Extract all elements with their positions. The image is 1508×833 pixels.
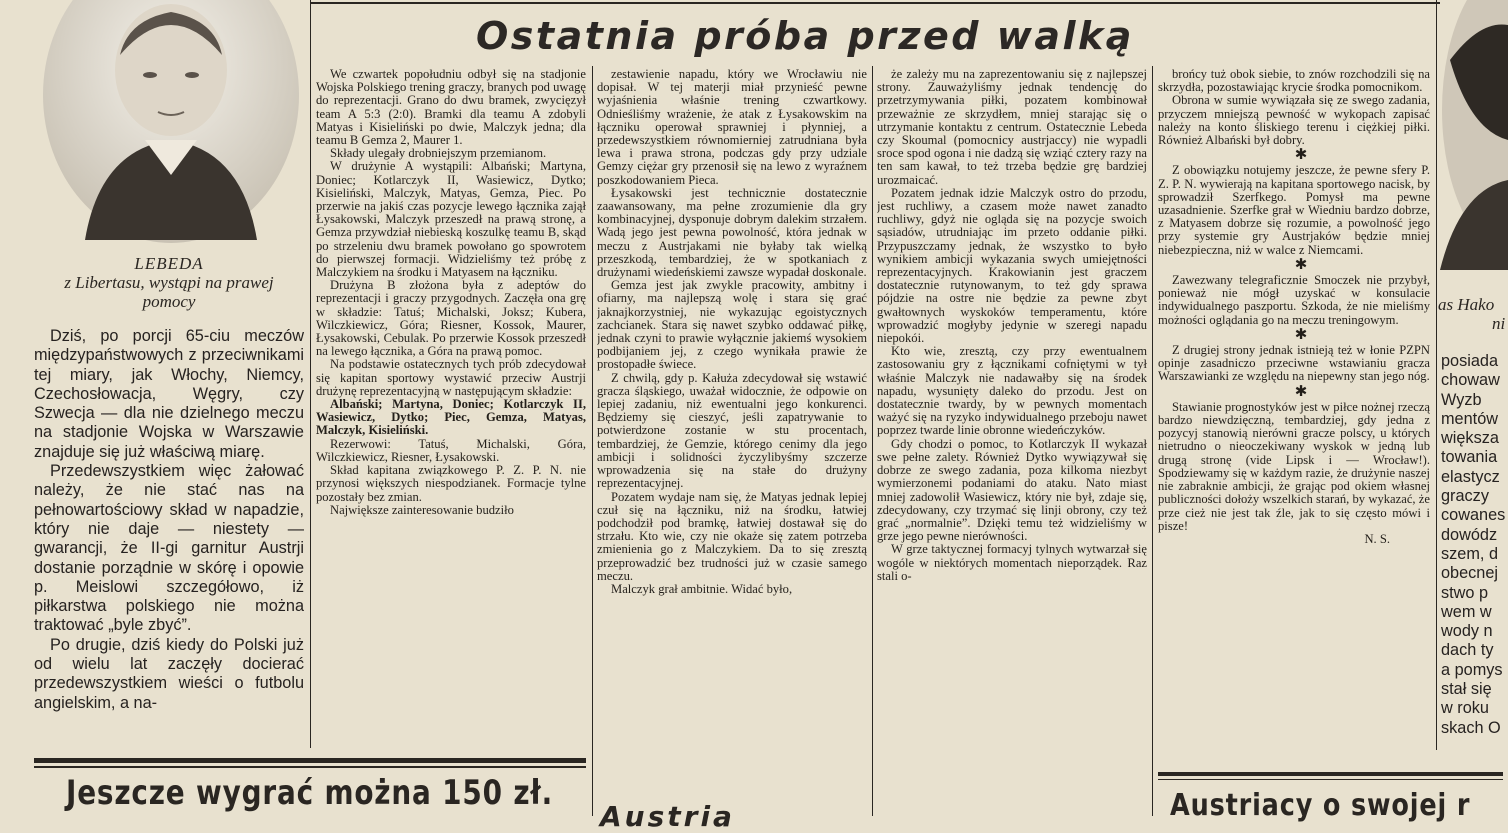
article-paragraph: że zależy mu na zaprezentowaniu się z najlepszej strony. Zauważyliśmy jednak tendencję do przetrzymywania piłki, pozatem kombinował przeważnie ze skrzydłem, mniej starając się o utrzymanie kontaktu z centrum. Ostatecznie Lebeda czy Skoumal (pomocnicy austrjaccy) nie wypadli sroce spod ogona i nie dadzą się wziąć cztery razy na ten sam kawał, to też trzeba będzie grę bardziej urozmaicać.	[877, 68, 1147, 187]
edge-line: w roku	[1441, 699, 1489, 718]
section-star: ✱	[1294, 383, 1308, 400]
article-paragraph: Stawianie prognostyków jest w piłce nożnej rzeczą bardzo niewdzięczną, tembardziej, gdy jedna z pozycyj stanowią nierówni gracze polscy, u których nietrudno o nieoczekiwany wyskok w jedną lub drugą stronę (vide Lipsk i — Wrocław!). Spodziewamy się w każdym razie, że drużynie naszej nie zabraknie ambicji, że grając pod okiem własnej publiczności dołoży wszelkich starań, by wykazać, że prze cież nie jest tak źle, jak to się często mówi i pisze!	[1158, 399, 1430, 533]
article-paragraph: Z obowiązku notujemy jeszcze, że pewne sfery P. Z. P. N. wywierają na kapitana sportowego nacisk, by sprowadził Szerfkego. Pomysł ma pewne uzasadnienie. Szerfke grał w Wiedniu bardzo dobrze, z Matyasem dobrze się rozumie, a powolność jego przy systemie gry Austrjaków będzie mniej niebezpieczna, niż w walce z Niemcami.	[1158, 163, 1430, 257]
player-photo-left	[40, 0, 302, 245]
edge-line: dowódz	[1441, 525, 1498, 544]
edge-line: dach ty	[1441, 641, 1494, 660]
article-paragraph: Kto wie, zresztą, czy przy ewentualnem zastosowaniu gry z łącznikami cofniętymi w tył właśnie Malczyk nie nadawałby się na środek napadu, wysunięty daleko do przodu. Jest on dostatecznie twardy, by w pewnych momentach ważyć się na ryzyko indywidualnego przeboju nawet poprzez twarde linie obronne wiedeńczyków.	[877, 344, 1147, 438]
edge-line: szem, d	[1441, 544, 1499, 563]
edge-line: skach O	[1441, 718, 1501, 737]
article-paragraph: Na podstawie ostatecznych tych prób zdecydował się kapitan sportowy wystawić przeciw Austrji drużynę reprezentacyjną w następującym składzie:	[316, 357, 586, 398]
edge-line: Wyzb	[1441, 390, 1482, 409]
article-paragraph: Z chwilą, gdy p. Kałuża zdecydował się wstawić gracza śląskiego, uważał widocznie, że odpowie on lepiej zadaniu, niż ewentualni jego konkurenci. Będziemy się cieszyć, jeśli zapatrywanie to potwierdzone zostanie w stu procentach, tembardziej, że Gemzie, którego cenimy dla jego ambicji i solidności życzylibyśmy szczerze wprowadzenia się na stałe do drużyny reprezentacyjnej.	[597, 370, 867, 491]
article-column-4	[1158, 68, 1430, 768]
article-column-3	[877, 68, 1147, 790]
edge-line: wody n	[1441, 622, 1493, 641]
right-photo-caption: as Hako	[1438, 295, 1495, 314]
article-paragraph: We czwartek popołudniu odbył się na stadjonie Wojska Polskiego trening graczy, branych pod uwagę do reprezentacji. Grano do dwu bramek, zwycięzył team A 5:3 (2:0). Bramki dla teamu A zdobyli Matyas i Kisieliński po dwie, Malczyk jedna; dla teamu B Gemza 2, Maurer 1.	[316, 68, 586, 148]
edge-line: wem w	[1441, 602, 1492, 621]
bottom-headline-left: Jeszcze wygrać można 150 zł.	[66, 773, 553, 813]
article-paragraph: W drużynie A wystąpili: Albański; Martyna, Doniec; Kotlarczyk II, Wasiewicz, Dytko; Kisieliński, Malczyk, Matyas, Gemza, Piec. Po przerwie na jakiś czas pozycje lewego łącznika zajął Łysakowski, Malczyk przeszedł na prawą stronę, a Gemza przywdział niebieską koszulkę teamu B, skąd po strzeleniu dwu bramek powołano go spowrotem do pierwszej formacji. Widzieliśmy też próbę z Malczykiem na środku i Matyasem na łączniku.	[316, 159, 586, 280]
section-rule	[34, 766, 586, 768]
article-paragraph: Skład kapitana związkowego P. Z. P. N. nie przynosi większych niespodzianek. Formacje tylne pozostały bez zmian.	[316, 463, 586, 504]
author-signature: N. S.	[1364, 531, 1390, 546]
lead-paragraph: Przedewszystkiem więc żałować należy, że nie stać nas na pełnowartościowy skład w napadzie, który nie daje — niestety — gwarancji, że II-gi garnitur Austrji dostanie porządnie w skórę i opowie p. Meislowi szczegółowo, iż piłkarstwa polskiego nie można traktować „byle zbyć”.	[34, 462, 304, 635]
edge-line: obecnej	[1441, 564, 1499, 583]
article-column-1	[316, 68, 586, 750]
article-paragraph: Obrona w sumie wywiązała się ze swego zadania, przyczem mniejszą pewność w wykopach zapisać należy na konto śliskiego terenu i ciężkiej piłki. Również Albański był dobry.	[1158, 93, 1430, 148]
article-paragraph: Z drugiej strony jednak istnieją też w łonie PZPN opinje zasadniczo przeciwne wstawianiu gracza Warszawianki ze względu na niepewny stan jego nóg.	[1158, 343, 1430, 384]
article-paragraph: Rezerwowi: Tatuś, Michalski, Góra, Wilczkiewicz, Riesner, Łysakowski.	[316, 436, 586, 464]
edge-line: graczy	[1441, 487, 1489, 506]
top-rule	[310, 2, 1440, 4]
lead-column	[34, 327, 304, 737]
article-paragraph: Największe zainteresowanie budziło	[330, 502, 514, 517]
edge-line: towania	[1441, 448, 1498, 467]
photo-caption-line3: pomocy	[142, 292, 196, 311]
article-column-2	[597, 68, 867, 790]
article-paragraph: Drużyna B złożona była z adeptów do reprezentacji i graczy przygodnych. Zaczęła ona grę w składzie: Tatuś; Michalski, Joksz; Kubera, Wilczkiewicz, Góra; Riesner, Kossok, Maurer, Łysakowski, Cebulak. Po przerwie Kossok przeszedł na lewego łącznika, a Góra na prawą pomoc.	[316, 278, 586, 359]
edge-line: stwo p	[1441, 583, 1489, 602]
article-paragraph: Albański; Martyna, Doniec; Kotlarczyk II, Wasiewicz, Dytko; Piec, Gemza, Matyas, Malczyk, Kisieliński.	[316, 397, 586, 438]
edge-line: cowanes	[1441, 506, 1506, 525]
column-rule	[872, 66, 873, 816]
photo-caption-name: LEBEDA	[134, 254, 204, 273]
edge-line: a pomys	[1441, 660, 1503, 679]
column-rule	[310, 0, 311, 748]
edge-line: posiada	[1441, 352, 1499, 370]
edge-line: stał się	[1441, 680, 1492, 699]
edge-line: większa	[1441, 429, 1499, 448]
photo-caption-line2: z Libertasu, wystąpi na prawej	[64, 273, 274, 292]
bottom-headline-mid: Austria	[600, 800, 735, 833]
article-paragraph: Malczyk grał ambitnie. Widać było,	[611, 581, 793, 596]
edge-line: chowaw	[1441, 371, 1500, 390]
article-paragraph: Pozatem jednak idzie Malczyk ostro do przodu, jest ruchliwy, a czasem może nawet zanadto ruchliwy, gdyż nie ogląda się na pozycje swoich sąsiadów, utrudniając im przeto oddanie piłki. Przypuszczamy jednak, że wszystko to było wynikiem ambicji wykazania swych umiejętności reprezentacyjnych. Krakowianin jest graczem dostatecznie rutynowanym, to też gdy sprawa pójdzie na ostre nie będzie za pewne zbyt gwałtownych wyskoków temperamentu, które wprowadzić mogłyby jedynie w szeregi napadu niepokói.	[877, 185, 1147, 346]
lead-paragraph: Dziś, po porcji 65-ciu meczów międzypaństwowych z przeciwnikami tej miary, jak Włochy, Niemcy, Czechosłowacja, Węgry, czy Szwecja — dla nie dzielnego meczu na stadjonie Wojska w Warszawie znajduje się już właściwą miarę.	[34, 327, 304, 461]
article-paragraph: W grze taktycznej formacyj tylnych wytwarzał się wogóle w niektórych momentach nieporządek. Raz stali o-	[877, 542, 1147, 583]
column-rule	[1436, 0, 1437, 750]
article-paragraph: Pozatem wydaje nam się, że Matyas jednak lepiej czuł się na łączniku, niż na środku, łatwiej podchodził pod bramkę, łatwiej dostawał się do strzału. Kto wie, czy nie okaże się zatem potrzeba zmienienia go z Malczykiem. Da to się zresztą przeprowadzić bez trudności już w czasie samego meczu.	[597, 489, 867, 583]
article-paragraph: zestawienie napadu, który we Wrocławiu nie dopisał. W tej materji miał przynieść pewne wyjaśnienia właśnie trening czwartkowy. Odnieśliśmy wrażenie, że atak z Łysakowskim na łączniku operował sprawniej i płynniej, a przedewszystkiem równomierniej zatrudniana była lewa i prawa strona, podczas gdy przy udziale Gemzy ciężar gry przenosił się na lewo z wyraźnem poszkodowaniem Pieca.	[597, 68, 867, 187]
section-rule	[1158, 772, 1503, 776]
right-photo-caption2: ni	[1492, 314, 1506, 333]
column-rule	[1152, 66, 1153, 816]
article-paragraph: Łysakowski jest technicznie dostatecznie zaawansowany, ma pełne zrozumienie dla gry kombinacyjnej, dysponuje dobrym dalekim strzałem. Wadą jego jest pewna powolność, która jednak w meczu z Austrjakami nie byłaby tak wielką przeszkodą, tembardziej, że w spotkaniach z drużynami wiedeńskiemi zawsze wypadał doskonale.	[597, 185, 867, 280]
edge-line: elastycz	[1441, 467, 1500, 486]
section-star: ✱	[1294, 326, 1308, 343]
player-photo-right	[1440, 0, 1508, 270]
article-headline: Ostatnia próba przed walką	[476, 14, 1134, 58]
section-rule	[1158, 779, 1503, 780]
article-paragraph: brońcy tuż obok siebie, to znów rozchodzili się na skrzydła, pozostawiając krycie środka pomocnikom.	[1158, 68, 1430, 95]
article-paragraph: Składy ulegały drobniejszym przemianom.	[330, 146, 547, 161]
edge-line: mentów	[1441, 409, 1499, 428]
article-paragraph: Gdy chodzi o pomoc, to Kotlarczyk II wykazał swe pełne zalety. Również Dytko wywiązywał się dobrze ze swego zadania, poza kilkoma niezbyt wymierzonemi podaniami do ataku. Nato miast mniej zadowolił Wasiewicz, który nie był, zdaje się, zdecydowany, czy trzymać się linji obrony, czy też grać „normalnie”. Dzięki temu też widzieliśmy w grze jego pewne nierówności.	[877, 436, 1147, 544]
section-star: ✱	[1294, 256, 1308, 273]
section-rule	[34, 758, 586, 763]
bottom-headline-right: Austriacy o swojej r	[1170, 788, 1471, 823]
article-paragraph: Gemza jest jak zwykle pracowity, ambitny i ofiarny, ma najlepszą wolę i stara się grać jaknajkorzystniej, nie wykazując egoistycznych zachcianek. Stara się nawet szybko oddawać piłkę, jednak czyni to prawie wyłącznie jakiemś wysokiem podbijaniem jej, z czego wynikała prawie że prostopadłe świece.	[597, 278, 867, 372]
lead-paragraph: Po drugie, dziś kiedy do Polski już od wielu lat zaczęły docierać przedewszystkiem wieści o futbolu angielskim, a na-	[34, 635, 304, 712]
article-paragraph: Zawezwany telegraficznie Smoczek nie przybył, ponieważ nie mógł uzyskać w konsulacie indywidualnego paszportu. Szkoda, że nie mieliśmy możności oglądania go na meczu treningowym.	[1158, 273, 1430, 327]
section-star: ✱	[1294, 147, 1308, 164]
right-edge-column	[1441, 352, 1508, 742]
column-rule	[592, 66, 593, 816]
